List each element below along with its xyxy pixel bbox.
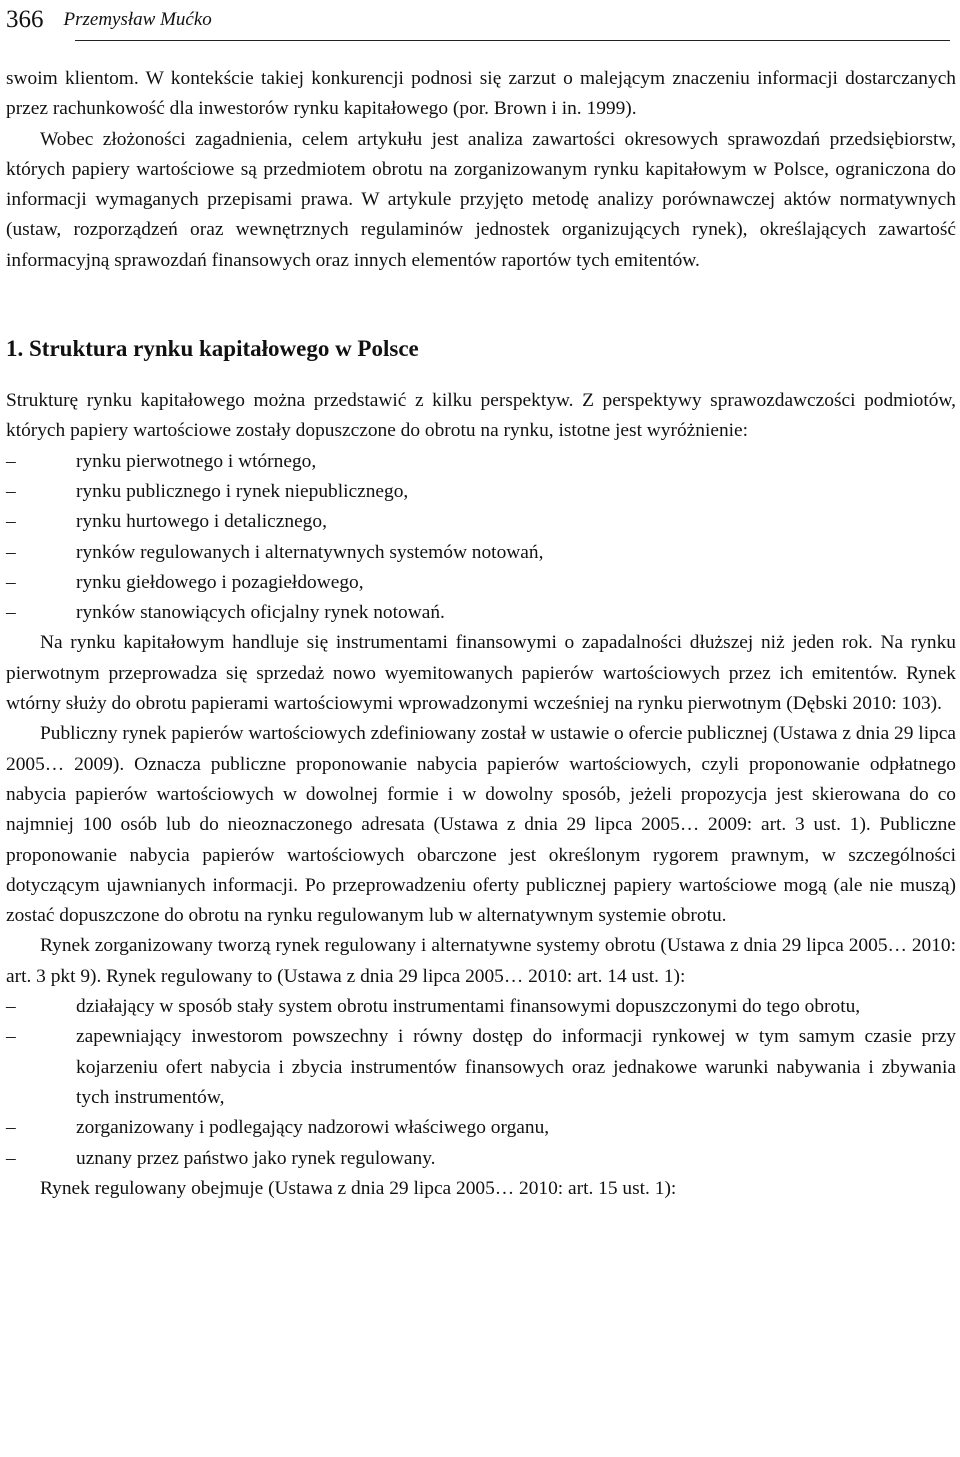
list-item: – uznany przez państwo jako rynek regulowany. <box>6 1147 436 1169</box>
list-item: – rynku giełdowego i pozagiełdowego, <box>6 571 364 593</box>
paragraph: Wobec złożoności zagadnienia, celem artykułu jest analiza zawartości okresowych sprawozdań przedsiębiorstw, których papiery wartościowe są przedmiotem obrotu na zorganizowanym rynku kapitałowym w Polsce, ograniczona do informacji wymaganych przepisami prawa. W artykule przyjęto metodę analizy porównawczej aktów normatywnych (ustaw, rozporządzeń oraz wewnętrznych regulaminów jednostek organizujących rynek), określających zawartość informacyjną sprawozdań finansowych oraz innych elementów raportów tych emitentów. <box>6 128 956 271</box>
paragraph: Na rynku kapitałowym handluje się instrumentami finansowymi o zapadalności dłuższej niż jeden rok. Na rynku pierwotnym przeprowadza się sprzedaż nowo wyemitowanych papierów wartościowych przez ich emitentów. Rynek wtórny służy do obrotu papierami wartościowymi wprowadzonymi wcześniej na rynku pierwotnym (Dębski 2010: 103). <box>6 632 956 715</box>
list-item: – zapewniający inwestorom powszechny i równy dostęp do informacji rynkowej w tym samym czasie przy kojarzeniu ofert nabycia i zbycia instrumentów finansowych oraz jednakowe warunki nabywania i zbywania tych instrumentów, <box>6 1026 956 1108</box>
paragraph: swoim klientom. W kontekście takiej konkurencji podnosi się zarzut o malejącym znaczeniu informacji dostarczanych przez rachunkowość dla inwestorów rynku kapitałowego (por. Brown i in. 1999). <box>6 68 956 120</box>
paragraph: Rynek zorganizowany tworzą rynek regulowany i alternatywne systemy obrotu (Ustawa z dnia 29 lipca 2005… 2010: art. 3 pkt 9). Rynek regulowany to (Ustawa z dnia 29 lipca 2005… 2010: art. 14 ust. 1): <box>6 935 956 987</box>
running-header <box>6 0 950 40</box>
dash-list <box>6 992 956 1174</box>
page-number: 366 <box>6 6 44 33</box>
list-item: – rynku hurtowego i detalicznego, <box>6 511 327 533</box>
paragraph: Strukturę rynku kapitałowego można przedstawić z kilku perspektyw. Z perspektywy sprawozdawczości podmiotów, których papiery wartościowe zostały dopuszczone do obrotu na rynku, istotne jest wyróżnienie: <box>6 390 956 442</box>
list-item: – zorganizowany i podlegający nadzorowi właściwego organu, <box>6 1117 550 1139</box>
list-item: – rynku pierwotnego i wtórnego, <box>6 450 317 472</box>
header-rule <box>75 40 950 41</box>
paragraph: Rynek regulowany obejmuje (Ustawa z dnia 29 lipca 2005… 2010: art. 15 ust. 1): <box>40 1177 677 1199</box>
dash-list <box>6 447 956 629</box>
body-text <box>6 64 956 1204</box>
paragraph: Publiczny rynek papierów wartościowych zdefiniowany został w ustawie o ofercie publicznej (Ustawa z dnia 29 lipca 2005… 2009). Oznacza publiczne proponowanie nabycia papierów wartościowych, czyli proponowanie odpłatnego nabycia papierów wartościowych w dowolnej formie i w dowolny sposób, jeżeli propozycja jest skierowana do co najmniej 100 osób lub do nieoznaczonego adresata (Ustawa z dnia 29 lipca 2005… 2009: art. 3 ust. 1). Publiczne proponowanie nabycia papierów wartościowych obarczone jest określonym rygorem prawnym, w szczególności dotyczącym ujawnianych informacji. Po przeprowadzeniu oferty publicznej papiery wartościowe mogą (ale nie muszą) zostać dopuszczone do obrotu na rynku regulowanym lub w alternatywnym systemie obrotu. <box>6 723 956 927</box>
list-item: – rynków regulowanych i alternatywnych systemów notowań, <box>6 541 544 563</box>
list-item: – rynku publicznego i rynek niepublicznego, <box>6 480 409 502</box>
running-author: Przemysław Mućko <box>63 9 212 30</box>
list-item: – działający w sposób stały system obrotu instrumentami finansowymi dopuszczonymi do tego obrotu, <box>6 996 861 1018</box>
section-heading: 1. Struktura rynku kapitałowego w Polsce <box>6 336 419 362</box>
list-item: – rynków stanowiących oficjalny rynek notowań. <box>6 602 445 624</box>
